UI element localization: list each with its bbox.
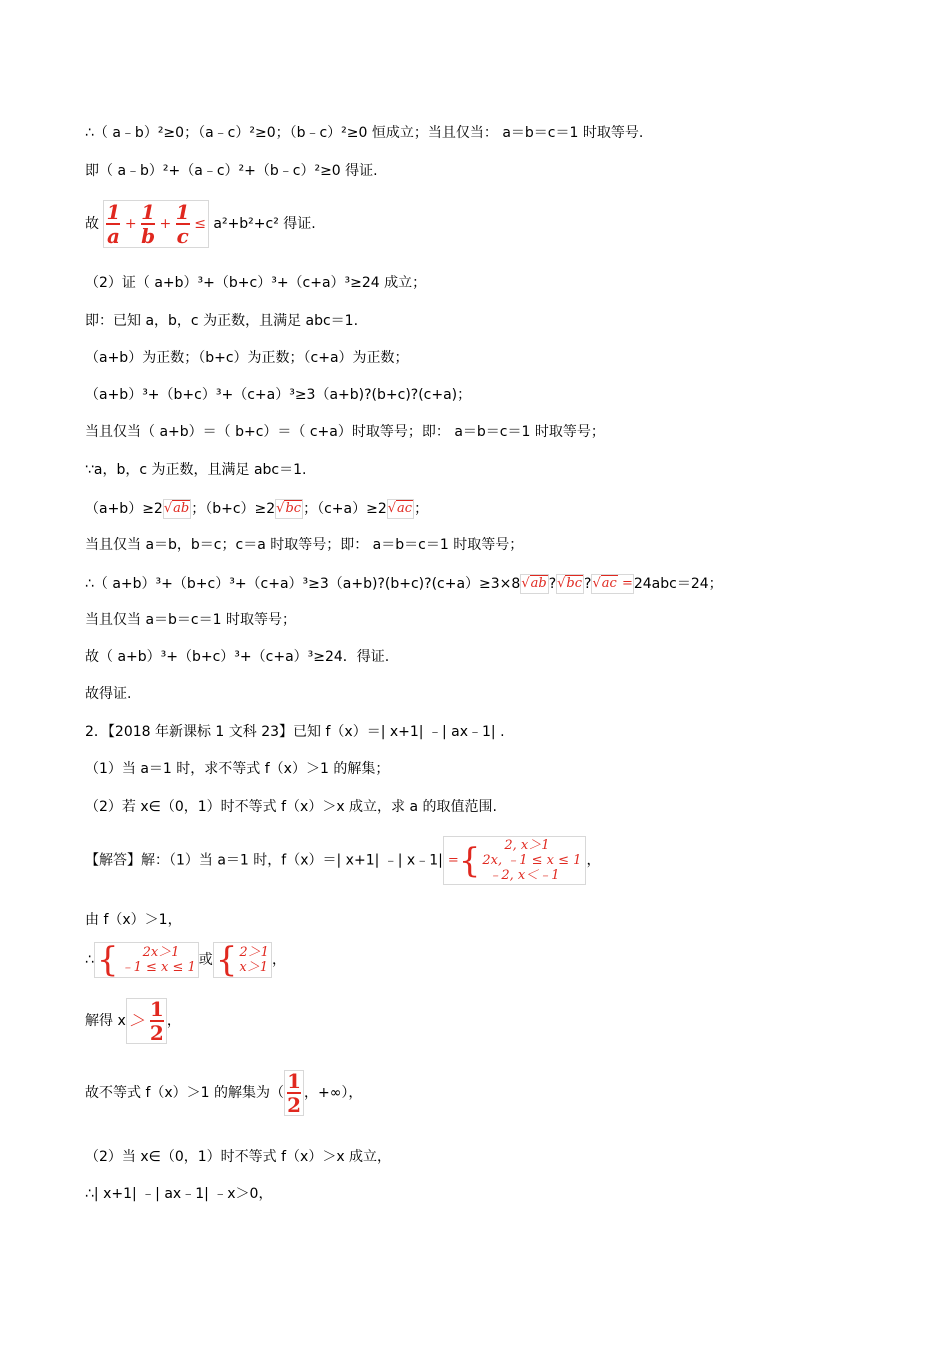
- text-line-1: ∴（ a﹣b）²≥0；（a﹣c）²≥0；（b﹣c）²≥0 恒成立；当且仅当： a＝b＝c＝1 时取等号.: [85, 125, 644, 141]
- gt-half-formula: [126, 998, 167, 1044]
- piecewise-row: 2, x＞1: [504, 838, 550, 853]
- text-line-12-part-b: 24abc＝24；: [633, 576, 723, 592]
- text-line-14: 故（ a+b）³+（b+c）³+（c+a）³≥24．得证.: [85, 649, 390, 665]
- sqrt-bc-formula: √bc: [275, 499, 303, 519]
- sqrt-ab-formula: √ab: [163, 499, 191, 519]
- text-line-4: （2）证（ a+b）³+（b+c）³+（c+a）³≥24 成立；: [85, 275, 427, 291]
- frac-1-over-b: $\frac{1}{b}$: [141, 200, 156, 248]
- system-1-rows: [121, 945, 196, 975]
- text-line-12: [85, 574, 723, 594]
- left-brace-icon: {: [458, 840, 481, 881]
- text-line-19-main: 【解答】解：（1）当 a＝1 时，f（x）＝| x+1| ﹣| x﹣1|: [85, 852, 443, 869]
- system-2-rows: [239, 945, 269, 975]
- text-line-20: 由 f（x）＞1，: [85, 912, 182, 928]
- gt-sign: ＞: [128, 1011, 145, 1030]
- sqrt-ac-formula: √ac: [387, 499, 414, 519]
- text-line-7: （a+b）³+（b+c）³+（c+a）³≥3（a+b)?(b+c)?(c+a)；: [85, 387, 472, 403]
- plus-sign: +: [124, 216, 137, 232]
- text-line-12-part-a: ∴（ a+b）³+（b+c）³+（c+a）³≥3（a+b)?(b+c)?(c+a）≥3×8: [85, 576, 521, 592]
- text-line-25: ∴| x+1| ﹣| ax﹣1| ﹣x＞0，: [85, 1186, 273, 1202]
- eq-sign: =: [447, 853, 459, 868]
- comma: ，: [271, 952, 286, 968]
- text-line-3-prefix: 故: [85, 216, 99, 232]
- text-line-9: ∵a，b，c 为正数，且满足 abc＝1.: [85, 462, 307, 478]
- question-mark: ?: [548, 576, 557, 592]
- piecewise-function-formula: [443, 836, 587, 885]
- frac-1-over-c: $\frac{1}{c}$: [175, 200, 190, 248]
- problem-2-title: 2．【2018 年新课标 1 文科 23】已知 f（x）＝| x+1| ﹣| ax﹣1| .: [85, 724, 505, 740]
- text-line-10-part-a: （a+b）≥2: [85, 501, 163, 517]
- text-line-23-part-b: ，+∞），: [304, 1085, 363, 1101]
- text-line-15: 故得证.: [85, 686, 132, 702]
- system-2-formula: [213, 942, 272, 978]
- text-line-13: 当且仅当 a＝b＝c＝1 时取等号；: [85, 612, 296, 628]
- system-row: 2x＞1: [142, 945, 180, 960]
- sqrt-bc-formula: √bc: [556, 574, 584, 594]
- or-text: 或: [198, 952, 213, 968]
- text-line-10-part-b: ；（b+c）≥2: [191, 501, 276, 517]
- text-line-22: [85, 998, 181, 1044]
- comma: ，: [166, 1013, 181, 1029]
- left-brace-icon: {: [96, 940, 119, 980]
- text-line-10: [85, 499, 428, 519]
- question-mark: ?: [584, 576, 592, 592]
- piecewise-rows: [482, 838, 581, 883]
- therefore-symbol: ∴: [85, 952, 94, 968]
- sqrt-ac-eq-formula: √ac =: [591, 574, 633, 594]
- system-row: 2＞1: [239, 945, 269, 960]
- text-line-3: [85, 200, 316, 248]
- left-brace-icon: {: [215, 940, 238, 980]
- piecewise-row: ﹣2, x＜﹣1: [488, 868, 560, 883]
- text-line-8: 当且仅当（ a+b）＝（ b+c）＝（ c+a）时取等号；即： a＝b＝c＝1 时取等号；: [85, 424, 605, 440]
- reciprocal-sum-formula: [103, 200, 208, 248]
- comma: ，: [586, 852, 601, 869]
- text-line-10-part-c: ；（c+a）≥2: [303, 501, 387, 517]
- system-row: x＞1: [239, 960, 269, 975]
- piecewise-row: 2x, ﹣1 ≤ x ≤ 1: [482, 853, 582, 868]
- problem-2-part-1: （1）当 a＝1 时，求不等式 f（x）＞1 的解集；: [85, 761, 390, 777]
- sqrt-ab-formula: √ab: [520, 574, 548, 594]
- frac-1-over-2: $\frac{1}{2}$: [149, 997, 164, 1045]
- text-line-23-part-a: 故不等式 f（x）＞1 的解集为（: [85, 1085, 285, 1101]
- text-line-22-main: 解得 x: [85, 1013, 126, 1029]
- problem-2-part-2: （2）若 x∈（0，1）时不等式 f（x）＞x 成立，求 a 的取值范围.: [85, 799, 497, 815]
- system-1-formula: [94, 942, 199, 978]
- frac-1-over-2: $\frac{1}{2}$: [287, 1069, 301, 1117]
- text-line-11: 当且仅当 a＝b，b＝c；c＝a 时取等号；即： a＝b＝c＝1 时取等号；: [85, 537, 524, 553]
- le-sign: ≤: [194, 216, 206, 232]
- text-line-23: [85, 1070, 362, 1116]
- text-line-10-part-d: ；: [414, 501, 429, 517]
- text-line-6: （a+b）为正数；（b+c）为正数；（c+a）为正数；: [85, 350, 409, 366]
- text-line-21: [85, 942, 286, 978]
- text-line-24: （2）当 x∈（0，1）时不等式 f（x）＞x 成立，: [85, 1149, 392, 1165]
- text-line-3-suffix: a²+b²+c² 得证.: [213, 216, 316, 232]
- half-formula: [284, 1070, 304, 1116]
- text-line-2: 即（ a﹣b）²+（a﹣c）²+（b﹣c）²≥0 得证.: [85, 163, 378, 179]
- text-line-19: [85, 836, 600, 885]
- frac-1-over-a: $\frac{1}{a}$: [106, 200, 121, 248]
- system-row: ﹣1 ≤ x ≤ 1: [120, 960, 196, 975]
- plus-sign: +: [159, 216, 172, 232]
- text-line-5: 即：已知 a，b，c 为正数，且满足 abc＝1.: [85, 313, 359, 329]
